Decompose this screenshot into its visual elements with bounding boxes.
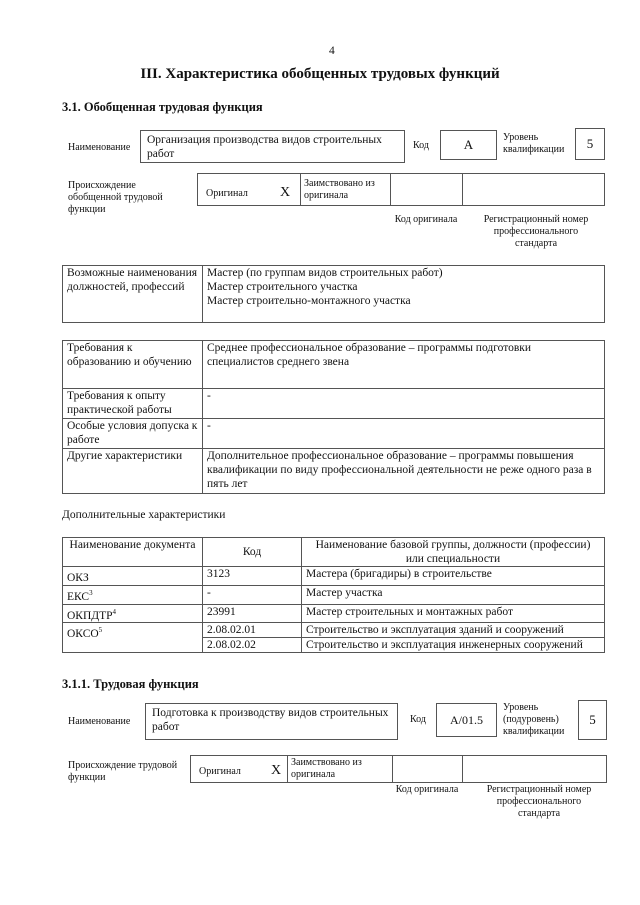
gtf-origin-label: Происхождение обобщенной трудовой функции [68, 180, 163, 215]
borrowed-label: Заимствовано из оригинала [291, 757, 362, 780]
additional-table [62, 537, 605, 653]
tf-origin-table [190, 755, 607, 783]
tf-name-label: Наименование [68, 716, 131, 727]
tf-heading: 3.1.1. Трудовая функция [62, 677, 199, 691]
req-value: - [203, 419, 605, 449]
table-row: ОКСО$^5$ 2.08.02.01 Строительство и эксплуатация зданий и сооружений [63, 623, 605, 638]
req-label: Требования к опыту практической работы [63, 389, 203, 419]
tf-origin-label: Происхождение трудовой функции [68, 760, 178, 783]
col-header: Наименование базовой группы, должности (профессии) или специальности [302, 538, 605, 567]
position-item: Мастер строительно-монтажного участка [207, 295, 411, 307]
page-number: 4 [329, 45, 335, 57]
req-value: Дополнительное профессиональное образование – программы повышения квалификации по виду профессиональной деятельности не реже одного раза в пять лет [203, 449, 605, 494]
borrowed-label: Заимствовано из оригинала [304, 178, 375, 201]
table-row: ЕКС$^3$ - Мастер участка [63, 585, 605, 604]
tf-level-label: Уровень (подуровень) квалификации [503, 702, 565, 737]
gtf-name-box: Организация производства видов строительных работ [140, 130, 405, 163]
requirements-table [62, 340, 605, 494]
orig-code-caption: Код оригинала [395, 784, 459, 795]
positions-label: Возможные наименования должностей, профессий [63, 266, 203, 323]
original-label: Оригинал [206, 188, 248, 199]
tf-name-box: Подготовка к производству видов строительных работ [145, 703, 398, 740]
tf-code-label: Код [410, 714, 426, 725]
col-header: Наименование документа [63, 538, 203, 567]
req-value: Среднее профессиональное образование – программы подготовки специалистов среднего звена [203, 341, 605, 389]
original-mark: X [271, 763, 282, 778]
req-label: Требования к образованию и обучению [63, 341, 203, 389]
positions-table [62, 265, 605, 323]
req-value: - [203, 389, 605, 419]
reg-caption: Регистрационный номер профессионального стандарта [486, 784, 592, 819]
col-header: Код [203, 538, 302, 567]
table-row: 2.08.02.02 Строительство и эксплуатация инженерных сооружений [63, 638, 605, 653]
gtf-level-label: Уровень квалификации [503, 132, 565, 155]
reg-caption: Регистрационный номер профессионального стандарта [483, 214, 589, 249]
position-item: Мастер строительного участка [207, 281, 358, 293]
page-title: III. Характеристика обобщенных трудовых функций [140, 66, 500, 82]
gtf-code-box: А [440, 130, 497, 160]
gtf-name-label: Наименование [68, 142, 131, 153]
table-row: ОКПДТР$^4$ 23991 Мастер строительных и монтажных работ [63, 604, 605, 623]
table-row: ОКЗ 3123 Мастера (бригадиры) в строительстве [63, 567, 605, 586]
tf-level-box: 5 [578, 700, 607, 740]
additional-heading: Дополнительные характеристики [62, 509, 226, 521]
gtf-origin-table [197, 173, 605, 206]
original-mark: X [280, 185, 291, 200]
gtf-code-label: Код [413, 140, 429, 151]
original-label: Оригинал [199, 766, 241, 777]
position-item: Мастер (по группам видов строительных работ) [207, 267, 443, 279]
gtf-heading: 3.1. Обобщенная трудовая функция [62, 100, 263, 114]
tf-code-box: А/01.5 [436, 703, 497, 737]
gtf-level-box: 5 [575, 128, 605, 160]
req-label: Особые условия допуска к работе [63, 419, 203, 449]
req-label: Другие характеристики [63, 449, 203, 494]
orig-code-caption: Код оригинала [394, 214, 458, 225]
